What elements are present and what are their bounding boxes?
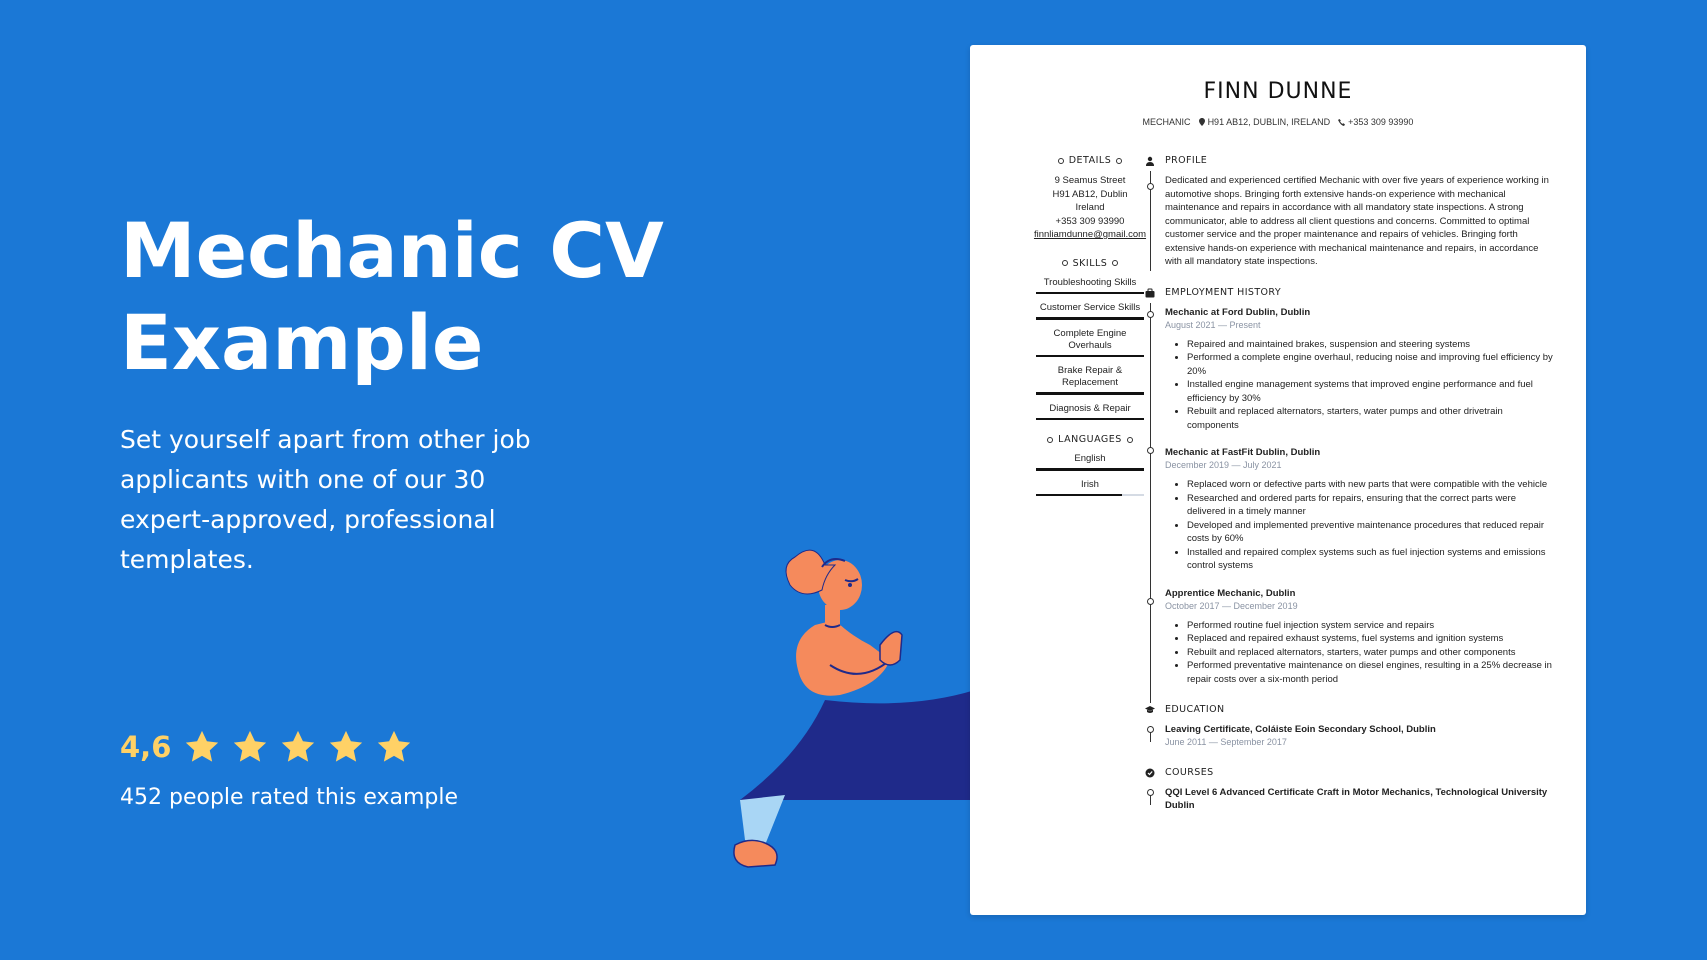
star-icon [231, 728, 269, 766]
timeline-dot [1147, 598, 1154, 605]
bullet-circle-icon [1062, 260, 1068, 266]
skill-level-bar [1036, 317, 1144, 320]
languages-heading-label: LANGUAGES [1058, 434, 1122, 445]
job-bullet: • Repaired and maintained brakes, suspension and steering systems [1187, 338, 1555, 352]
bullet-circle-icon [1127, 437, 1133, 443]
timeline-dot [1147, 726, 1154, 733]
timeline-dot [1147, 311, 1154, 318]
bullet-circle-icon [1058, 158, 1064, 164]
details-line: H91 AB12, Dublin [1052, 188, 1128, 200]
course-title: QQI Level 6 Advanced Certificate Craft in Motor Mechanics, Technological University Dublin [1165, 787, 1548, 811]
resume-main [1145, 155, 1555, 812]
resume-address-item [1199, 117, 1331, 127]
resume-contact [970, 117, 1586, 127]
skill-label: Diagnosis & Repair [1049, 402, 1131, 414]
resume-phone-item [1338, 117, 1413, 127]
language-label: English [1074, 453, 1106, 464]
timeline-dot [1147, 183, 1154, 190]
details-heading [1020, 155, 1160, 166]
job-date: August 2021 — Present [1165, 319, 1261, 330]
details-line: Ireland [1075, 202, 1105, 213]
resume-name: FINN DUNNE [1203, 79, 1353, 104]
education-heading: EDUCATION [1165, 704, 1225, 715]
language-level-bar [1036, 468, 1144, 471]
education-section [1145, 704, 1555, 749]
skill-level-fill [1036, 317, 1144, 320]
skill-level-fill [1036, 418, 1144, 421]
job-bullet: • Performed preventative maintenance on diesel engines, resulting in a 25% decrease in repair costs over a six-month period [1187, 659, 1555, 686]
skill-label: Troubleshooting Skills [1043, 276, 1137, 288]
job-bullet: • Replaced worn or defective parts with new parts that were compatible with the vehicle [1187, 478, 1555, 492]
job-entry [1165, 446, 1555, 573]
job-bullet: • Performed routine fuel injection system service and repairs [1187, 619, 1555, 633]
job-title: Apprentice Mechanic, Dublin [1165, 587, 1296, 599]
courses-heading: COURSES [1165, 767, 1214, 778]
skills-heading-label: SKILLS [1072, 257, 1108, 269]
star-icon [375, 728, 413, 766]
rating-score: 4,6 [120, 730, 172, 764]
employment-heading: EMPLOYMENT HISTORY [1165, 286, 1282, 298]
person-icon [1145, 156, 1155, 166]
skill-level-bar [1036, 392, 1144, 395]
bullet-circle-icon [1116, 158, 1122, 164]
graduation-cap-icon [1145, 705, 1155, 715]
skill-item [1036, 328, 1144, 358]
education-date: June 2011 — September 2017 [1165, 737, 1287, 747]
job-bullet: • Rebuilt and replaced alternators, starters, water pumps and other drivetrain components [1187, 405, 1555, 432]
resume-preview[interactable] [970, 45, 1586, 915]
language-item [1036, 479, 1144, 497]
skill-level-bar [1036, 418, 1144, 421]
resume-sidebar [1020, 155, 1160, 504]
job-bullet: • Performed a complete engine overhaul, reducing noise and improving fuel efficiency by 20% [1187, 351, 1555, 378]
job-date: October 2017 — December 2019 [1165, 600, 1298, 611]
location-pin-icon [1199, 118, 1205, 126]
skill-label: Customer Service Skills [1039, 302, 1141, 313]
phone-icon [1338, 119, 1345, 126]
bullet-circle-icon [1047, 437, 1053, 443]
job-bullets [1165, 338, 1555, 433]
skill-label: Brake Repair & Replacement [1057, 365, 1123, 388]
employment-section [1145, 287, 1555, 687]
resume-address: H91 AB12, DUBLIN, IRELAND [1207, 117, 1331, 127]
details-line: 9 Seamus Street [1054, 175, 1126, 186]
courses-section [1145, 767, 1555, 812]
star-icon [327, 728, 365, 766]
profile-heading: PROFILE [1165, 155, 1208, 166]
timeline-line [1150, 303, 1151, 703]
skill-level-fill [1036, 392, 1144, 395]
language-label: Irish [1081, 478, 1099, 490]
briefcase-icon [1145, 288, 1155, 298]
profile-text: Dedicated and experienced certified Mechanic with over five years of experience working in automotive shops. Bringing forth extensive hands-on experience with mechanical maintenance and repairs in accordance with all mandatory state inspections. A strong communicator, able to address all client questions and concerns. Committed to optimal customer service and the proper maintenance and repairs of vehicles. Bringing forth extensive hands-on experience with mechanical maintenance and repairs, in accordance with all mandatory state inspections. [1165, 175, 1549, 267]
skill-label: Complete Engine Overhauls [1053, 327, 1127, 351]
resume-role: MECHANIC [1142, 117, 1191, 127]
language-level-fill [1036, 468, 1144, 471]
language-item [1036, 453, 1144, 471]
resume-phone: +353 309 93990 [1348, 117, 1414, 127]
job-bullet: • Installed engine management systems that improved engine performance and fuel efficiency by 30% [1187, 378, 1555, 405]
skill-item [1036, 365, 1144, 395]
job-date: December 2019 — July 2021 [1165, 460, 1282, 470]
rating-row [120, 728, 423, 766]
rating-count: 452 people rated this example [120, 785, 459, 810]
job-bullets [1165, 478, 1555, 573]
skill-item [1036, 403, 1144, 421]
timeline-dot [1147, 447, 1154, 454]
timeline-dot [1147, 789, 1154, 796]
skill-item [1036, 302, 1144, 320]
profile-section [1145, 155, 1555, 269]
skill-level-bar [1036, 355, 1144, 358]
woman-illustration [730, 545, 1000, 875]
star-icon [183, 728, 221, 766]
skill-level-bar [1036, 292, 1144, 295]
job-bullet: • Researched and ordered parts for repairs, ensuring that the correct parts were delivered in a timely manner [1187, 492, 1555, 519]
badge-icon [1145, 768, 1155, 778]
job-bullet: • Developed and implemented preventive maintenance procedures that reduced repair costs by 60% [1187, 519, 1555, 546]
language-level-bar [1036, 494, 1144, 497]
skill-item [1036, 277, 1144, 295]
page-subtitle: Set yourself apart from other job applicants with one of our 30 expert-approved, professional templates. [120, 425, 531, 574]
details-heading-label: DETAILS [1068, 155, 1112, 166]
language-level-fill [1036, 494, 1122, 497]
job-entry [1165, 306, 1555, 433]
star-icon [279, 728, 317, 766]
bullet-circle-icon [1112, 260, 1118, 266]
email-link[interactable]: finnliamdunne@gmail.com [1033, 229, 1147, 240]
languages-heading [1020, 434, 1160, 445]
job-bullets [1165, 619, 1555, 687]
page-title: Mechanic CV Example [120, 206, 664, 387]
skills-heading [1020, 258, 1160, 269]
skill-level-fill [1036, 355, 1144, 358]
job-bullet: • Installed and repaired complex systems such as fuel injection systems and emissions control systems [1187, 546, 1555, 573]
education-title: Leaving Certificate, Coláiste Eoin Secondary School, Dublin [1165, 724, 1436, 735]
job-entry [1165, 587, 1555, 687]
job-title: Mechanic at Ford Dublin, Dublin [1165, 306, 1311, 318]
details-line: +353 309 93990 [1055, 215, 1125, 227]
job-title: Mechanic at FastFit Dublin, Dublin [1165, 447, 1321, 458]
job-bullet: • Rebuilt and replaced alternators, starters, water pumps and other components [1187, 646, 1555, 660]
skill-level-fill [1036, 292, 1144, 295]
job-bullet: • Replaced and repaired exhaust systems, fuel systems and ignition systems [1187, 632, 1555, 646]
